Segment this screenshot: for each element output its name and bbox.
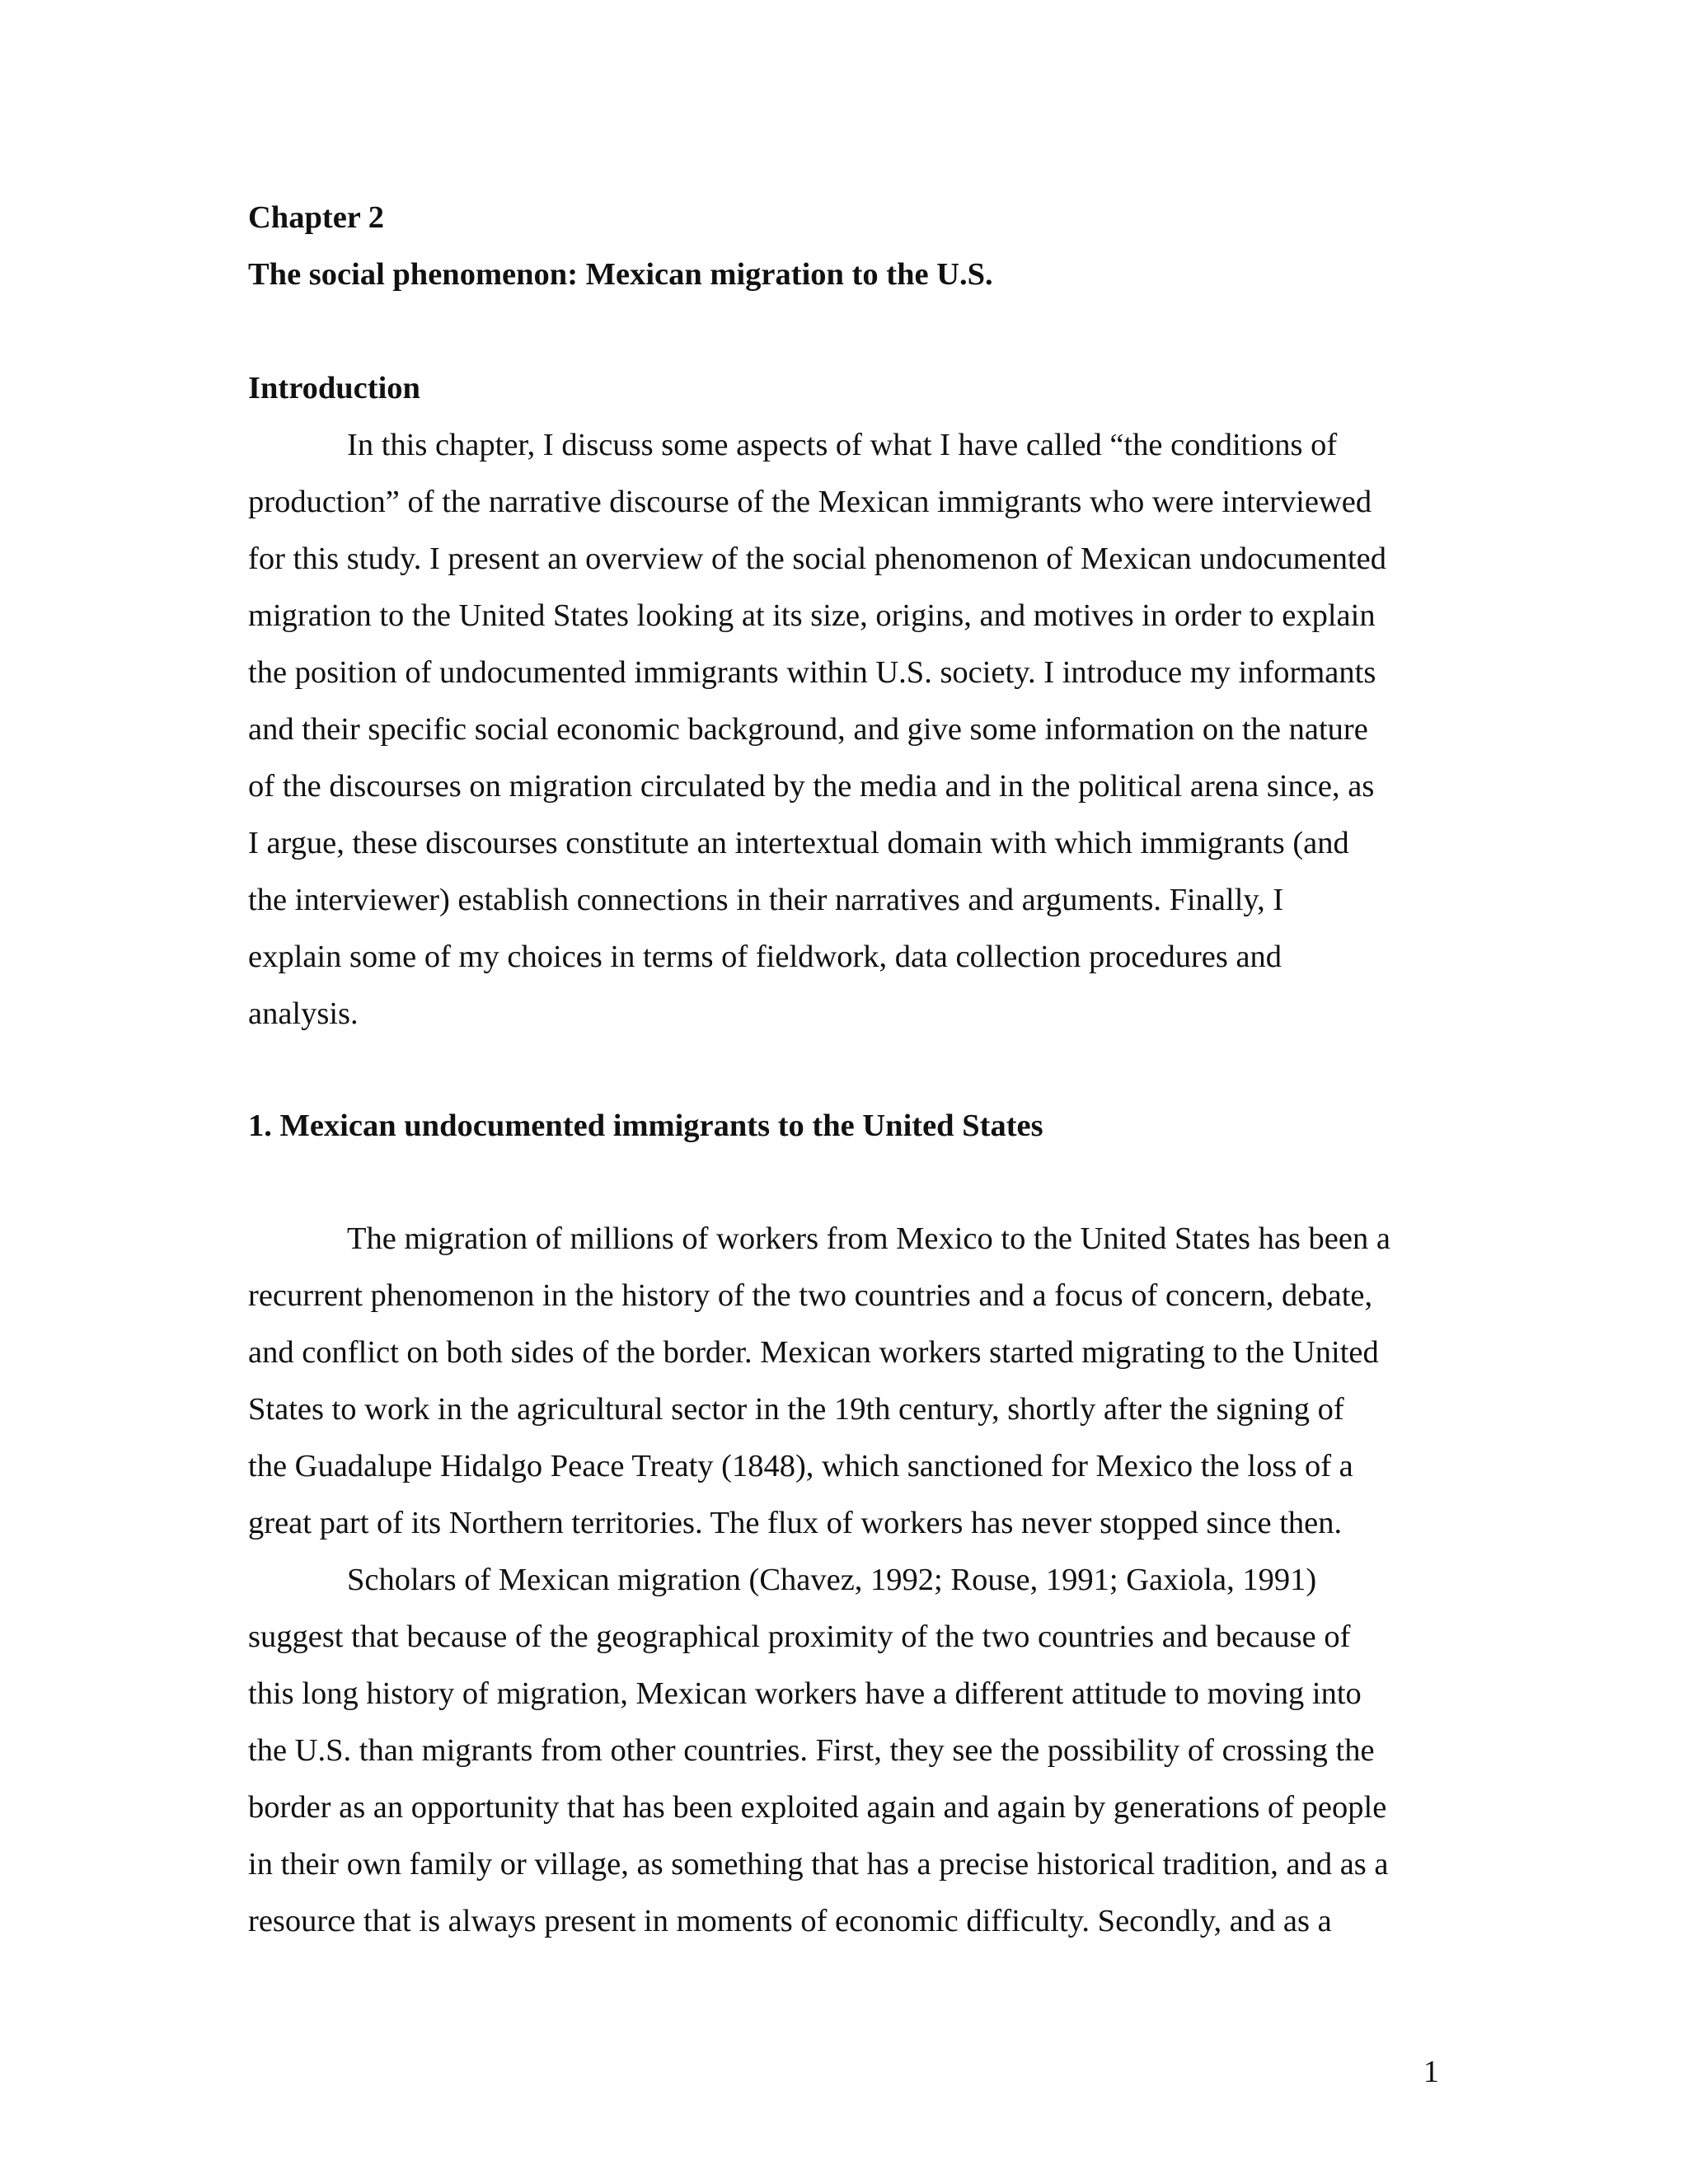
paragraph-line: recurrent phenomenon in the history of the two countries and a focus of concern, debate,: [248, 1278, 1373, 1313]
paragraph-line: in their own family or village, as something that has a precise historical tradition, and as a: [248, 1847, 1389, 1882]
chapter-label: Chapter 2: [248, 200, 385, 235]
paragraph-line: production” of the narrative discourse of the Mexican immigrants who were interviewed: [248, 485, 1372, 519]
paragraph-line: analysis.: [248, 996, 359, 1031]
page-number: 1: [1423, 2055, 1439, 2089]
paragraph-line: border as an opportunity that has been exploited again and again by generations of people: [248, 1790, 1387, 1825]
chapter-title: The social phenomenon: Mexican migration to the U.S.: [248, 257, 993, 292]
paragraph-line: Scholars of Mexican migration (Chavez, 1992; Rouse, 1991; Gaxiola, 1991): [347, 1563, 1317, 1597]
paragraph-line: resource that is always present in moments of economic difficulty. Secondly, and as a: [248, 1904, 1332, 1938]
section-1-body: [248, 1211, 1443, 1950]
introduction-section: [248, 360, 1443, 1043]
paragraph-line: great part of its Northern territories. The flux of workers has never stopped since then.: [248, 1506, 1343, 1540]
section-1-header: [248, 1098, 1443, 1155]
paragraph-line: suggest that because of the geographical proximity of the two countries and because of: [248, 1619, 1351, 1654]
paragraph-line: and conflict on both sides of the border. Mexican workers started migrating to the United: [248, 1335, 1379, 1370]
paragraph-line: the position of undocumented immigrants within U.S. society. I introduce my informants: [248, 655, 1376, 690]
paragraph-line: I argue, these discourses constitute an intertextual domain with which immigrants (and: [248, 826, 1349, 860]
paragraph-line: In this chapter, I discuss some aspects of what I have called “the conditions of: [347, 428, 1338, 462]
paragraph-line: The migration of millions of workers from Mexico to the United States has been a: [347, 1221, 1390, 1256]
paragraph-line: explain some of my choices in terms of fieldwork, data collection procedures and: [248, 940, 1282, 974]
paragraph-line: States to work in the agricultural sector in the 19th century, shortly after the signing of: [248, 1392, 1344, 1427]
paragraph-line: the interviewer) establish connections in their narratives and arguments. Finally, I: [248, 883, 1284, 917]
section-1-heading: 1. Mexican undocumented immigrants to the United States: [248, 1108, 1043, 1143]
paragraph-line: the Guadalupe Hidalgo Peace Treaty (1848), which sanctioned for Mexico the loss of a: [248, 1449, 1353, 1483]
introduction-heading: Introduction: [248, 371, 420, 405]
chapter-header: [248, 190, 1443, 303]
paragraph-line: of the discourses on migration circulated by the media and in the political arena since, as: [248, 769, 1375, 804]
paragraph-line: the U.S. than migrants from other countries. First, they see the possibility of crossing the: [248, 1733, 1375, 1768]
paragraph-line: for this study. I present an overview of the social phenomenon of Mexican undocumented: [248, 541, 1386, 576]
paragraph-line: migration to the United States looking at its size, origins, and motives in order to explain: [248, 598, 1376, 633]
paragraph-line: this long history of migration, Mexican workers have a different attitude to moving into: [248, 1676, 1362, 1711]
paragraph-line: and their specific social economic background, and give some information on the nature: [248, 712, 1368, 747]
